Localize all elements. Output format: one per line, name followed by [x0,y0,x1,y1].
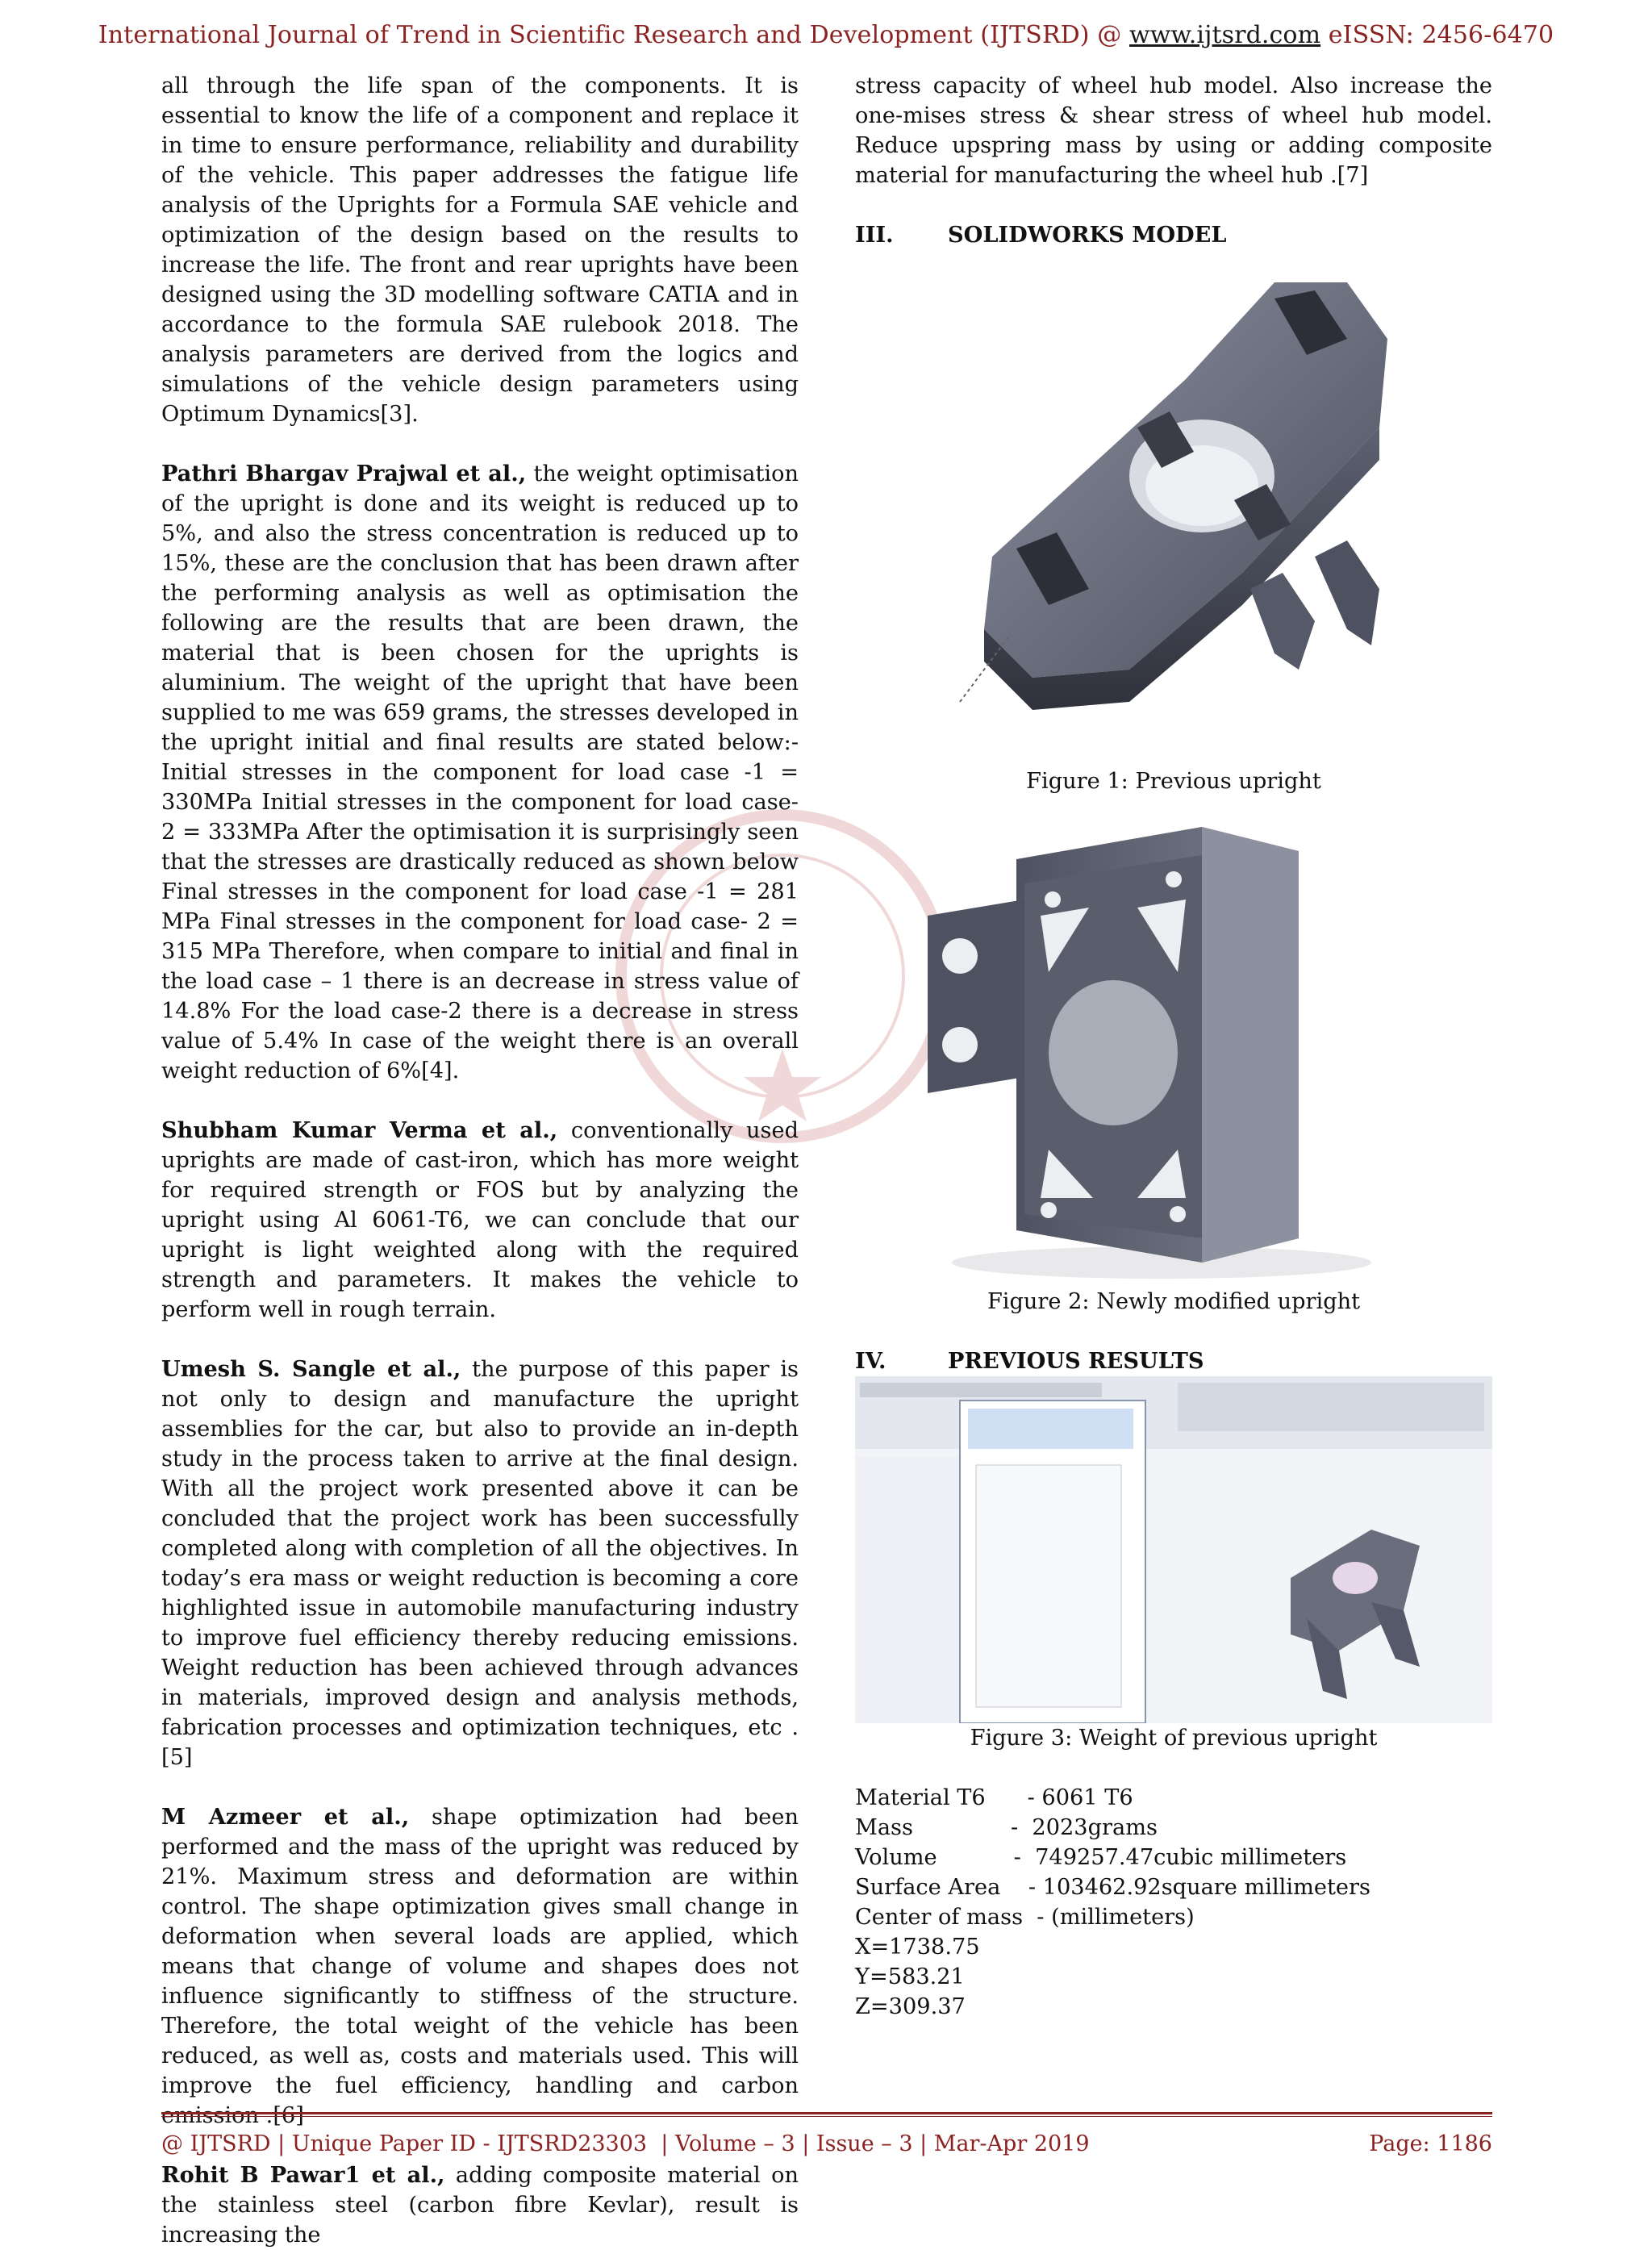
section-title: PREVIOUS RESULTS [948,1348,1204,1374]
mass-property-z: Z=309.37 [855,1994,966,2019]
paragraph-azmeer [161,1802,799,2131]
paragraph-prajwal [161,459,799,1086]
modified-upright-render [895,811,1452,1287]
footer-citation: @ IJTSRD | Unique Paper ID - IJTSRD23303 | Volume – 3 | Issue – 3 | Mar-Apr 2019 [161,2131,1090,2156]
left-column [161,71,799,2250]
journal-issn: eISSN: 2456-6470 [1320,21,1554,49]
figure-1-caption: Figure 1: Previous upright [1026,769,1321,794]
paragraph-sangle [161,1355,799,1772]
author-lead-verma: Shubham Kumar Verma et al., [161,1117,558,1143]
figure-2-caption: Figure 2: Newly modified upright [987,1289,1361,1314]
section-number: IV. [855,1348,886,1374]
figure-2-image [895,811,1452,1287]
right-column [855,71,1492,2022]
mass-property-y: Y=583.21 [855,1964,965,1989]
footer-divider-thin [161,2116,1492,2117]
author-lead-prajwal: Pathri Bhargav Prajwal et al., [161,461,527,486]
journal-url-link[interactable]: www.ijtsrd.com [1128,21,1321,49]
journal-name: International Journal of Trend in Scientific Research and Development (IJTSRD) @ [98,21,1129,49]
figure-1-image [895,250,1452,766]
paragraph-pawar [161,2160,799,2250]
mass-property-mass: Mass - 2023grams [855,1815,1158,1840]
paragraph-verma [161,1116,799,1325]
mass-property-volume: Volume - 749257.47cubic millimeters [855,1845,1347,1870]
paragraph-sangle-body: the purpose of this paper is not only to design and manufacture the upright assemblies for the car, but also to provide an in-depth study in the process taken to arrive at the final design. With all the project work presented above it can be concluded that the project work has been successfully completed along with completion of all the objectives. In today’s era mass or weight reduction is becoming a core highlighted issue in automobile manufacturing industry to improve fuel efficiency thereby reducing emissions. Weight reduction has been achieved through advances in materials, improved design and analysis methods, fabrication processes and optimization techniques, etc .[5] [161,1357,799,1770]
mass-property-center-of-mass: Center of mass - (millimeters) [855,1905,1195,1930]
mass-property-x: X=1738.75 [855,1935,980,1960]
paragraph-verma-body: conventionally used uprights are made of cast-iron, which has more weight for required strength or FOS but by analyzing the upright using Al 6061-T6, we can conclude that our upright is light weighted along with the required strength and parameters. It makes the vehicle to perform well in rough terrain. [161,1118,799,1322]
author-lead-azmeer: M Azmeer et al., [161,1804,410,1830]
figure-3-image [855,1376,1492,1723]
section-title: SOLIDWORKS MODEL [948,222,1227,248]
paragraph-azmeer-body: shape optimization had been performed and the mass of the upright was reduced by 21%. Maximum stress and deformation are within control. The shape optimization gives small change in deformation when several loads are applied, which means that change of volume and shapes does not influence significantly to stiffness of the structure. Therefore, the total weight of the vehicle has been reduced, as well as, costs and materials used. This will improve the fuel efficiency, handling and carbon [161,1805,799,2098]
section-heading-previous-results [855,1346,1492,1376]
paragraph-pawar-body: adding composite material on the stainless steel (carbon fibre Kevlar), result is increasing the [161,2163,799,2248]
solidworks-mass-properties-screenshot [855,1376,1492,1723]
paragraph-wheel-hub: stress capacity of wheel hub model. Also increase the one-mises stress & shear stress of wheel hub model. Reduce upspring mass by using or adding composite material for manufacturing the wheel hub .[7] [855,73,1492,188]
author-lead-pawar: Rohit B Pawar1 et al., [161,2162,445,2188]
footer-divider [161,2112,1492,2114]
journal-header [0,21,1652,49]
paragraph-intro-continued: all through the life span of the components. It is essential to know the life of a component and replace it in time to ensure performance, reliability and durability of the vehicle. This paper addresses the fatigue life analysis of the Uprights for a Formula SAE vehicle and optimization of the design based on the results to increase the life. The front and rear uprights have been designed using the 3D modelling software CATIA and in accordance to the formula SAE rulebook 2018. The analysis parameters are derived from the logics and simulations of the vehicle design parameters using Optimum Dynamics[3]. [161,73,799,427]
author-lead-sangle: Umesh S. Sangle et al., [161,1356,461,1382]
mass-property-material: Material T6 - 6061 T6 [855,1785,1133,1810]
mass-property-surface-area: Surface Area - 103462.92square millimeters [855,1875,1370,1900]
section-number: III. [855,222,894,248]
paragraph-prajwal-body: the weight optimisation of the upright is done and its weight is reduced up to 5%, and also the stress concentration is reduced up to 15%, these are the conclusion that has been drawn after the performing analysis as well as optimisation the following are the results that are been drawn, the material that is been chosen for the uprights is aluminium. The weight of the upright that have been supplied to me was 659 grams, the stresses developed in the upright initial and final results are stated below:- Initial stresses in the component for load case -1 = 330MPa Initial stresses in the component for load case- 2 = 333MPa After the optimisation it is surprisingly seen that the stresses are drastically reduced as shown below Final stresses in the component for load case -1 = 281 MPa Final stresses in the component for load case- 2 = 315 MPa Therefore, when compare to initial and final in the load case – 1 there is an decrease in stress value of 14.8% For the load case-2 there is a decrease in stress value of 5.4% In case of the weight there is an overall weight reduction of 6%[4]. [161,461,799,1083]
previous-upright-render [895,250,1452,766]
footer-page-number: Page: 1186 [1369,2131,1492,2156]
mass-properties-list [855,1783,1492,2022]
figure-3-caption: Figure 3: Weight of previous upright [970,1726,1378,1751]
section-heading-solidworks [855,220,1492,250]
